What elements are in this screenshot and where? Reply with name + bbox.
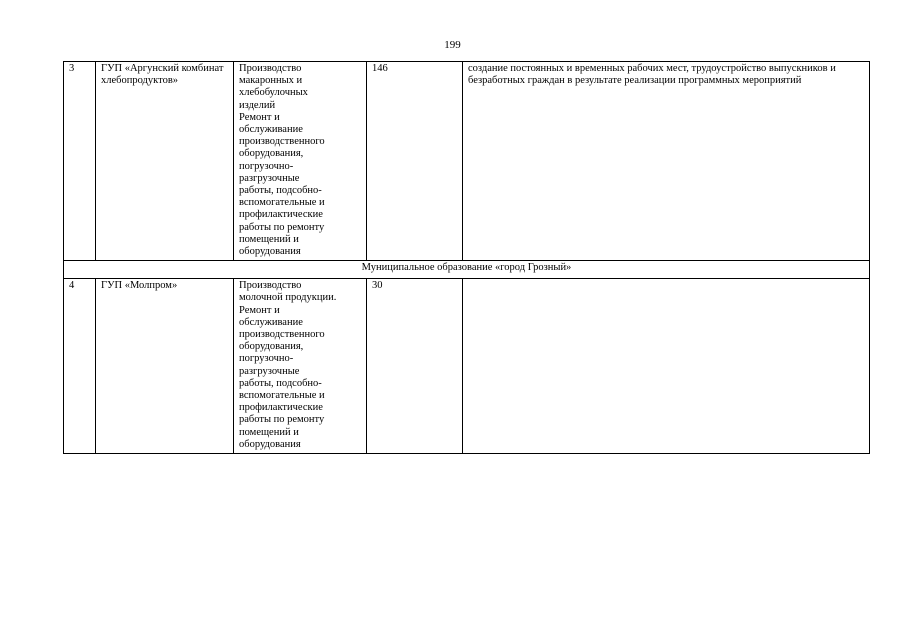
activity-line: Производство [239,280,302,292]
notes-cell [463,279,870,454]
row-number-cell: 3 [64,62,96,261]
program-table [63,61,870,454]
jobs-count-cell: 146 [367,62,463,261]
activity-line: профилактические [239,402,323,414]
jobs-count-cell: 30 [367,279,463,454]
organization-name: ГУП «Аргунский комбинат хлебопродуктов» [101,63,224,87]
activity-line: погрузочно- [239,160,294,172]
activity-line: вспомогательные и [239,390,325,402]
row-number-cell: 4 [64,279,96,454]
activity-line: работы по ремонту [239,221,325,233]
activity-line: оборудования, [239,341,304,353]
table-row [64,62,870,261]
activity-line: работы по ремонту [239,414,325,426]
activity-line: хлебобулочных [239,87,308,99]
activity-line: Производство [239,63,302,74]
section-row [64,261,870,279]
activity-line: разгрузочные [239,172,300,184]
page-number: 199 [444,39,461,51]
organization-cell [96,62,234,261]
activity-line: оборудования [239,246,301,258]
activity-line: обслуживание [239,124,303,136]
section-title: Муниципальное образование «город Грозный» [64,261,870,279]
activity-line: Ремонт и [239,304,280,316]
activity-line: профилактические [239,209,323,221]
activity-line: макаронных и [239,75,303,87]
activity-line: оборудования [239,438,301,450]
activity-line: Ремонт и [239,111,280,123]
activity-line: помещений и [239,233,299,245]
table-row [64,279,870,454]
activity-line: производственного [239,329,325,341]
activity-line: молочной продукции. [239,292,337,304]
activity-line: погрузочно- [239,353,294,365]
activity-line: помещений и [239,426,299,438]
activity-line: оборудования, [239,148,304,160]
activity-line: изделий [239,99,276,111]
activity-line: производственного [239,136,325,148]
organization-name: ГУП «Молпром» [101,280,178,292]
organization-cell [96,279,234,454]
activity-line: работы, подсобно- [239,185,322,197]
activity-line: вспомогательные и [239,197,325,209]
notes-cell [463,62,870,261]
activity-cell [234,279,367,454]
activity-line: разгрузочные [239,365,300,377]
activity-cell [234,62,367,261]
activity-line: обслуживание [239,316,303,328]
notes-text: создание постоянных и временных рабочих мест, трудоустройство выпускников и безработных граждан в результате реализации программных мероприятий [468,63,836,87]
activity-line: работы, подсобно- [239,377,322,389]
